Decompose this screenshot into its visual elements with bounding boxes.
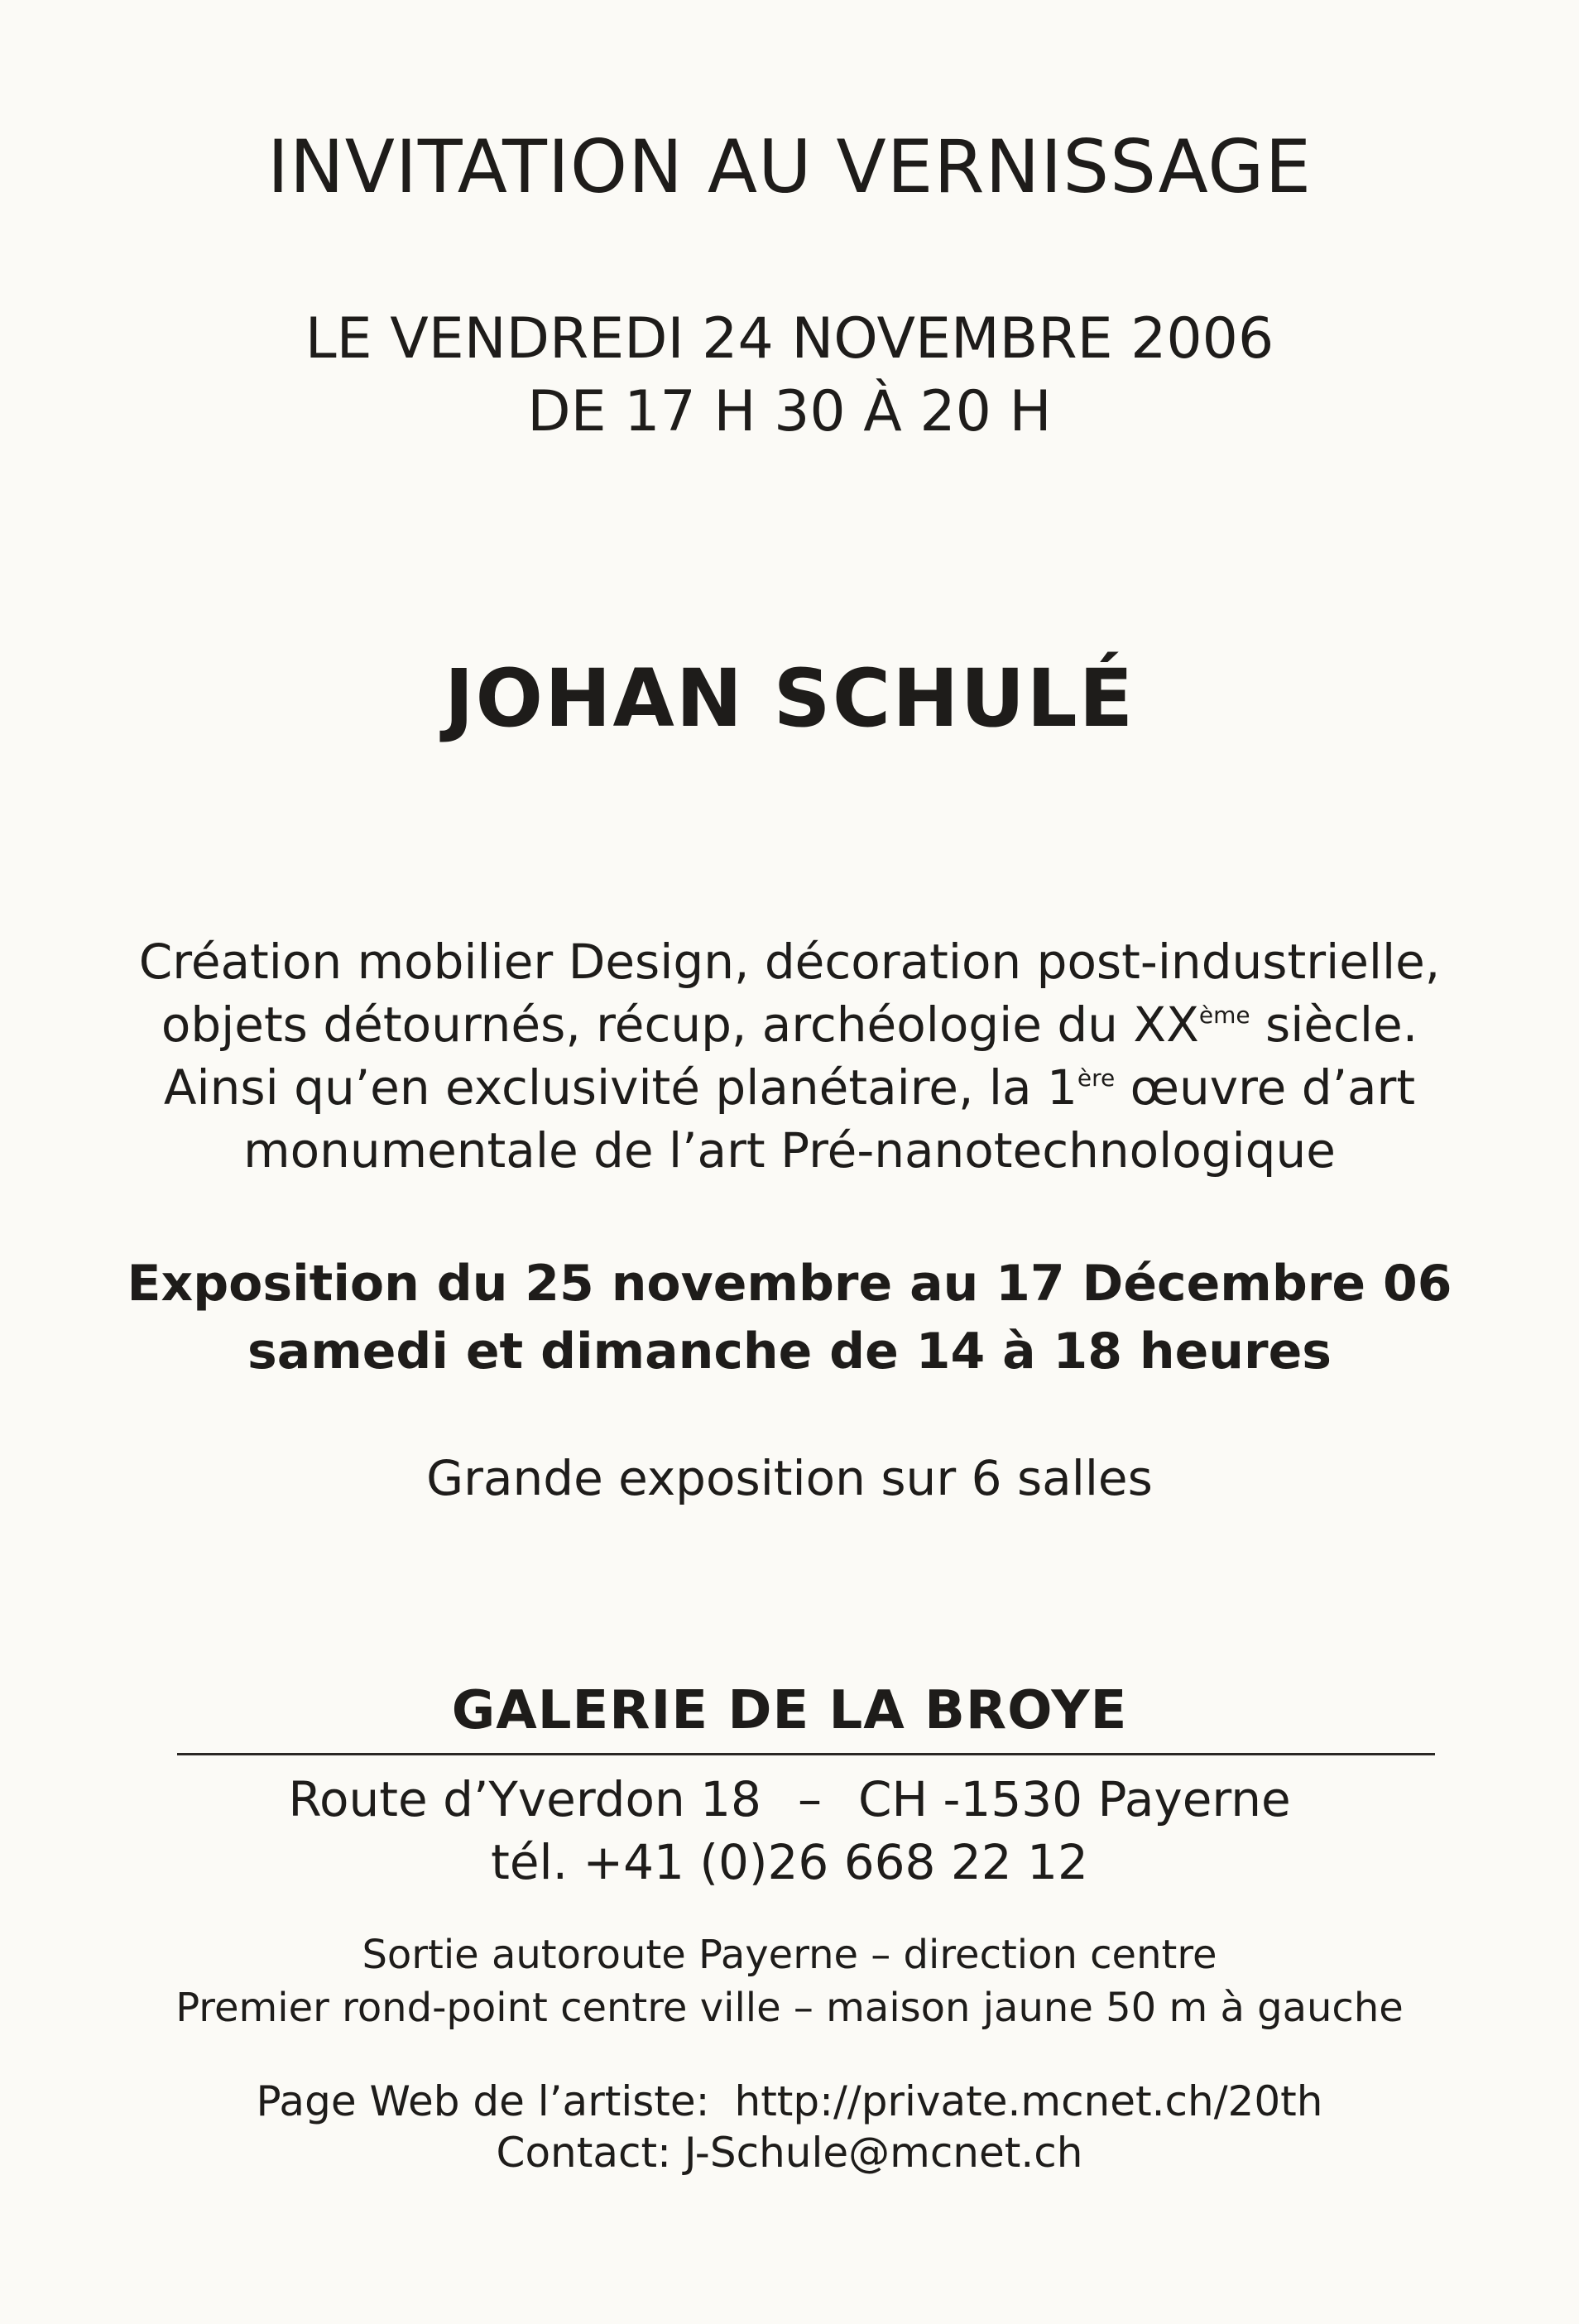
gallery-name: GALERIE DE LA BROYE	[451, 1680, 1128, 1741]
description-line-2-end: siècle.	[1250, 996, 1418, 1053]
address-separator: –	[797, 1771, 822, 1827]
event-time: DE 17 H 30 À 20 H	[527, 379, 1052, 444]
contact-line	[0, 2129, 1579, 2177]
superscript-ere: ère	[1077, 1064, 1116, 1092]
directions-line-1: Sortie autoroute Payerne – direction centre	[362, 1932, 1217, 1978]
contact-email-link[interactable]: J-Schule@mcnet.ch	[684, 2129, 1083, 2177]
artist-web-line	[0, 2077, 1579, 2125]
gallery-address	[0, 1771, 1579, 1827]
description-line-3	[0, 1059, 1579, 1116]
gallery-city: CH -1530 Payerne	[857, 1771, 1291, 1827]
web-url-link[interactable]: http://private.mcnet.ch/20th	[734, 2077, 1323, 2125]
exhibition-hours: samedi et dimanche de 14 à 18 heures	[247, 1323, 1332, 1380]
web-label: Page Web de l’artiste:	[256, 2077, 710, 2125]
invitation-title: INVITATION AU VERNISSAGE	[266, 124, 1313, 209]
gallery-street: Route d’Yverdon 18	[288, 1771, 761, 1827]
description-line-3-text: Ainsi qu’en exclusivité planétaire, la 1	[163, 1059, 1077, 1116]
description-line-1: Création mobilier Design, décoration post-industrielle,	[138, 934, 1441, 990]
exhibition-rooms: Grande exposition sur 6 salles	[426, 1450, 1153, 1506]
description-line-3-end: œuvre d’art	[1115, 1059, 1416, 1116]
description-line-4: monumentale de l’art Pré-nanotechnologique	[243, 1122, 1336, 1179]
description-line-2	[0, 996, 1579, 1053]
description-line-2-text: objets détournés, récup, archéologie du XX	[161, 996, 1199, 1053]
artist-name: JOHAN SCHULÉ	[444, 652, 1135, 745]
event-date: LE VENDREDI 24 NOVEMBRE 2006	[305, 306, 1274, 372]
contact-label: Contact:	[496, 2129, 671, 2177]
divider-line	[177, 1753, 1435, 1755]
exhibition-dates: Exposition du 25 novembre au 17 Décembre 06	[127, 1255, 1452, 1313]
superscript-eme: ème	[1198, 1001, 1250, 1029]
directions-line-2: Premier rond-point centre ville – maison jaune 50 m à gauche	[175, 1985, 1404, 2031]
gallery-phone: tél. +41 (0)26 668 22 12	[491, 1834, 1088, 1890]
